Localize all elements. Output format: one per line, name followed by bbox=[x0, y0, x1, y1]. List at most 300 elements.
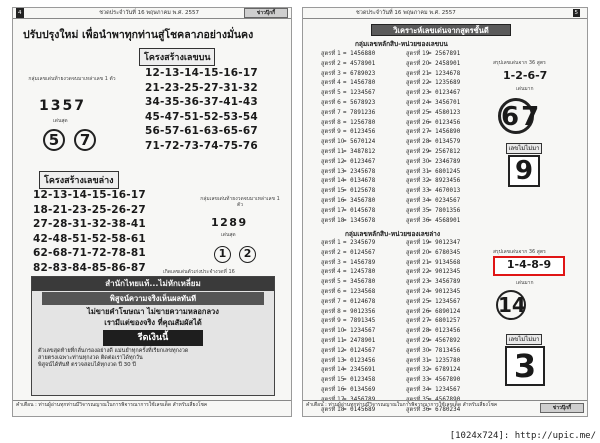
formula-label: สูตรที่ 31 bbox=[406, 168, 430, 175]
advertisement-box bbox=[31, 276, 275, 396]
table-row bbox=[321, 268, 491, 278]
formula-label: สูตรที่ 30 bbox=[406, 347, 430, 354]
formula-value: = 0125678 bbox=[343, 188, 376, 195]
formula-cell bbox=[321, 177, 406, 187]
ad-banner: สำนักไทยแท้...ไม่หักเหลี่ยม bbox=[32, 277, 274, 291]
formula-value: = 2567812 bbox=[428, 148, 461, 155]
formula-label: สูตรที่ 7 bbox=[321, 109, 341, 116]
upper-structure-title: โครงสร้างเลขบน bbox=[139, 48, 215, 66]
formula-value: = 5670124 bbox=[343, 139, 376, 146]
formula-cell bbox=[321, 308, 406, 318]
formula-label: สูตรที่ 1 bbox=[321, 51, 341, 57]
upper-row: 12-13-14-15-16-17 bbox=[145, 67, 258, 79]
formula-cell bbox=[406, 99, 491, 109]
formula-label: สูตรที่ 35 bbox=[406, 396, 430, 403]
formula-label: สูตรที่ 11 bbox=[321, 148, 345, 155]
ad-logo: รีดเงินนี้ bbox=[103, 330, 203, 346]
formula-cell bbox=[321, 357, 406, 367]
formula-cell bbox=[406, 357, 491, 367]
formula-value: = 1456880 bbox=[343, 51, 376, 57]
formula-value: = 4670013 bbox=[428, 188, 461, 195]
formula-label: สูตรที่ 21 bbox=[406, 259, 430, 266]
formula-label: สูตรที่ 9 bbox=[321, 129, 341, 136]
upper-lead-pair bbox=[498, 94, 542, 134]
upper-circle-number: 7 bbox=[74, 129, 96, 151]
formula-label: สูตรที่ 23 bbox=[406, 90, 430, 97]
formula-value: = 3456789 bbox=[343, 396, 376, 403]
formula-cell bbox=[406, 109, 491, 119]
formula-cell bbox=[406, 177, 491, 187]
formula-cell bbox=[406, 207, 491, 217]
formula-cell bbox=[321, 366, 406, 376]
lower-single-box: 3 bbox=[505, 346, 545, 386]
table-row bbox=[321, 197, 491, 207]
formula-cell bbox=[406, 259, 491, 269]
formula-label: สูตรที่ 29 bbox=[406, 337, 430, 344]
formula-value: = 4567890 bbox=[428, 396, 461, 403]
upper-row: 34-35-36-37-41-43 bbox=[145, 96, 258, 108]
upper-row: 45-47-51-52-53-54 bbox=[145, 110, 258, 123]
formula-label: สูตรที่ 4 bbox=[321, 269, 341, 276]
upper-row: 56-57-61-63-65-67 bbox=[145, 125, 258, 137]
formula-value: = 0124567 bbox=[343, 249, 376, 256]
formula-value: = 0145678 bbox=[343, 207, 376, 214]
formula-label: สูตรที่ 34 bbox=[406, 197, 430, 204]
table-row bbox=[321, 298, 491, 308]
formula-cell bbox=[406, 168, 491, 178]
table-row bbox=[321, 337, 491, 347]
lower-single-label: เลขไม่ไม่มา bbox=[506, 334, 542, 345]
formula-value: = 1234567 bbox=[428, 386, 461, 393]
formula-label: สูตรที่ 6 bbox=[321, 288, 341, 295]
formula-label: สูตรที่ 4 bbox=[321, 80, 341, 87]
formula-value: = 5678923 bbox=[343, 99, 376, 106]
formula-value: = 0123467 bbox=[343, 158, 376, 165]
formula-value: = 3456789 bbox=[428, 279, 461, 286]
formula-label: สูตรที่ 8 bbox=[321, 119, 341, 126]
formula-value: = 2345678 bbox=[343, 168, 376, 175]
formula-label: สูตรที่ 13 bbox=[321, 357, 345, 364]
formula-value: = 1234567 bbox=[428, 298, 461, 305]
formula-value: = 0123456 bbox=[343, 357, 376, 364]
formula-label: สูตรที่ 32 bbox=[406, 367, 430, 374]
ad-line: ไม่ขายคำโฆษณา ไม่ขายความหลอกลวง bbox=[87, 307, 219, 316]
formula-label: สูตรที่ 28 bbox=[406, 328, 430, 335]
formula-cell bbox=[321, 89, 406, 99]
formula-cell bbox=[321, 298, 406, 308]
ad-text: พิสูจน์ได้ทันที ตรวจสอบได้ทุกงวด ปี 30 ปี bbox=[38, 362, 136, 368]
formula-value: = 6801257 bbox=[428, 318, 461, 325]
formula-value: = 2458901 bbox=[428, 60, 461, 67]
table-row bbox=[321, 70, 491, 80]
table-row bbox=[321, 99, 491, 109]
table-row bbox=[321, 60, 491, 70]
formula-value: = 6789023 bbox=[343, 70, 376, 77]
formula-cell bbox=[406, 268, 491, 278]
formula-value: = 2346789 bbox=[428, 158, 461, 165]
table-row bbox=[321, 278, 491, 288]
formula-value: = 0134678 bbox=[343, 178, 376, 185]
formula-label: สูตรที่ 8 bbox=[321, 308, 341, 315]
formula-label: สูตรที่ 31 bbox=[406, 357, 430, 364]
formula-value: = 6780234 bbox=[428, 406, 461, 413]
table-row bbox=[321, 109, 491, 119]
lower-structure-title: โครงสร้างเลขล่าง bbox=[39, 171, 119, 189]
formula-cell bbox=[321, 158, 406, 168]
formula-value: = 2345679 bbox=[343, 240, 376, 246]
formula-value: = 1256780 bbox=[343, 119, 376, 126]
formula-cell bbox=[406, 239, 491, 249]
formula-label: สูตรที่ 33 bbox=[406, 188, 430, 195]
formula-label: สูตรที่ 14 bbox=[321, 367, 345, 374]
formula-label: สูตรที่ 9 bbox=[321, 318, 341, 325]
table-row bbox=[321, 79, 491, 89]
ad-text: ตัวเลขสุดท้ายที่กลั่นกรองอย่างดี แม่นยำทุกครั้งที่เรียกเลขทุกงวด bbox=[38, 348, 189, 354]
formula-cell bbox=[321, 347, 406, 357]
formula-value: = 9012345 bbox=[428, 288, 461, 295]
formula-value: = 4578901 bbox=[343, 60, 376, 67]
formula-cell bbox=[406, 278, 491, 288]
formula-cell bbox=[406, 337, 491, 347]
formula-label: สูตรที่ 2 bbox=[321, 60, 341, 67]
formula-cell bbox=[406, 138, 491, 148]
formula-cell bbox=[321, 278, 406, 288]
right-brand-logo: ข่าวปุ๊กกี้ bbox=[540, 403, 584, 413]
upper-row: 21-23-25-27-31-32 bbox=[145, 81, 258, 94]
formula-label: สูตรที่ 21 bbox=[406, 70, 430, 77]
table-row bbox=[321, 177, 491, 187]
formula-value: = 9012347 bbox=[428, 240, 461, 246]
formula-label: สูตรที่ 10 bbox=[321, 328, 345, 335]
table-row bbox=[321, 249, 491, 259]
formula-value: = 3456780 bbox=[343, 279, 376, 286]
formula-value: = 4567890 bbox=[428, 377, 461, 384]
formula-value: = 2478901 bbox=[343, 337, 376, 344]
table-row bbox=[321, 119, 491, 129]
formula-value: = 0124678 bbox=[343, 298, 376, 305]
formula-label: สูตรที่ 34 bbox=[406, 386, 430, 393]
formula-label: สูตรที่ 5 bbox=[321, 90, 341, 97]
formula-cell bbox=[321, 239, 406, 249]
formula-label: สูตรที่ 3 bbox=[321, 259, 341, 266]
formula-value: = 7891236 bbox=[343, 109, 376, 116]
formula-value: = 2345691 bbox=[343, 367, 376, 374]
formula-cell bbox=[321, 109, 406, 119]
formula-label: สูตรที่ 27 bbox=[406, 129, 430, 136]
formula-cell bbox=[406, 148, 491, 158]
formula-label: สูตรที่ 6 bbox=[321, 99, 341, 106]
formula-label: สูตรที่ 11 bbox=[321, 337, 345, 344]
left-credit: เกิดเลขเด่นตัวเก่งประจำงวดที่ 16 bbox=[163, 269, 235, 275]
formula-cell bbox=[321, 119, 406, 129]
formula-cell bbox=[406, 197, 491, 207]
formula-label: สูตรที่ 36 bbox=[406, 406, 430, 413]
table-row bbox=[321, 168, 491, 178]
lower-circle-number: 2 bbox=[239, 246, 256, 263]
formula-cell bbox=[321, 268, 406, 278]
formula-cell bbox=[406, 288, 491, 298]
table-row bbox=[321, 288, 491, 298]
formula-cell bbox=[321, 168, 406, 178]
formula-label: สูตรที่ 16 bbox=[321, 197, 345, 204]
formula-value: = 4567892 bbox=[428, 337, 461, 344]
formula-label: สูตรที่ 12 bbox=[321, 158, 345, 165]
formula-label: สูตรที่ 14 bbox=[321, 178, 345, 185]
formula-value: = 4568901 bbox=[428, 217, 461, 224]
formula-cell bbox=[406, 187, 491, 197]
formula-value: = 0134579 bbox=[428, 139, 461, 146]
formula-value: = 6890124 bbox=[428, 308, 461, 315]
formula-value: = 0234567 bbox=[428, 197, 461, 204]
table-row bbox=[321, 357, 491, 367]
formula-value: = 7891345 bbox=[343, 318, 376, 325]
formula-cell bbox=[321, 317, 406, 327]
upper-single-label: เลขไม่ไม่มา bbox=[506, 143, 542, 154]
formula-label: สูตรที่ 25 bbox=[406, 298, 430, 305]
formula-cell bbox=[321, 99, 406, 109]
formula-label: สูตรที่ 22 bbox=[406, 269, 430, 276]
formula-value: = 8923456 bbox=[428, 178, 461, 185]
formula-value: = 0123456 bbox=[428, 328, 461, 335]
upper-row: 71-72-73-74-75-76 bbox=[145, 139, 258, 152]
formula-value: = 1345678 bbox=[343, 217, 376, 224]
formula-value: = 1456890 bbox=[428, 129, 461, 136]
formula-label: สูตรที่ 17 bbox=[321, 396, 345, 403]
formula-value: = 6780345 bbox=[428, 249, 461, 256]
table-row bbox=[321, 89, 491, 99]
formula-value: = 0123458 bbox=[343, 377, 376, 384]
formula-label: สูตรที่ 2 bbox=[321, 249, 341, 256]
upper-group-subtitle: กลุ่มเลขหลักสิบ-หน่วยของเลขบน bbox=[355, 40, 448, 48]
lower-lead-note: กลุ่มเลขเด่นท้ายงวดจบมาเหล่าเลข 1 ตัว bbox=[200, 196, 280, 208]
table-row bbox=[321, 259, 491, 269]
formula-value: = 1234567 bbox=[343, 328, 376, 335]
lower-summary-label: สรุปเลขเด่นจาก 36 สูตร bbox=[493, 249, 546, 255]
formula-value: = 1234567 bbox=[343, 90, 376, 97]
formula-label: สูตรที่ 24 bbox=[406, 99, 430, 106]
lower-row: 82-83-84-85-86-87 bbox=[33, 261, 146, 274]
lower-group-subtitle: กลุ่มเลขหลักสิบ-หน่วยของเลขล่าง bbox=[345, 230, 441, 238]
lower-structure-rows bbox=[33, 188, 146, 275]
formula-label: สูตรที่ 20 bbox=[406, 249, 430, 256]
formula-value: = 9012345 bbox=[428, 269, 461, 276]
left-headline: ปรับปรุงใหม่ เพื่อนำพาทุกท่านสู่โชคลาภอย่างมั่นคง bbox=[23, 29, 254, 41]
formula-value: = 0123456 bbox=[428, 119, 461, 126]
left-header-text: ชวดประจำวันที่ 16 พฤษภาคม พ.ศ. 2557 bbox=[99, 10, 200, 16]
lower-formula-table bbox=[321, 239, 491, 415]
formula-label: สูตรที่ 23 bbox=[406, 279, 430, 286]
table-row bbox=[321, 158, 491, 168]
formula-cell bbox=[321, 50, 406, 60]
upper-circles bbox=[43, 129, 96, 151]
ad-line: เรามีแต่ของจริง ที่คุณสัมผัสได้ bbox=[104, 318, 202, 327]
formula-value: = 2567891 bbox=[428, 51, 461, 57]
left-footer-text: คำเตือน : ท่านผู้อ่านทุกท่านมีวิจารณญาณในการพิจารณาการใช้เลขเด็ด สำหรับเสี่ยงโชค bbox=[16, 402, 208, 408]
formula-label: สูตรที่ 20 bbox=[406, 60, 430, 67]
formula-cell bbox=[406, 60, 491, 70]
table-row bbox=[321, 366, 491, 376]
upper-lead-label: เด่นมาก bbox=[516, 86, 534, 92]
formula-label: สูตรที่ 13 bbox=[321, 168, 345, 175]
formula-label: สูตรที่ 36 bbox=[406, 217, 430, 224]
table-row bbox=[321, 308, 491, 318]
formula-cell bbox=[321, 197, 406, 207]
formula-label: สูตรที่ 18 bbox=[321, 217, 345, 224]
formula-value: = 4580123 bbox=[428, 109, 461, 116]
formula-cell bbox=[406, 308, 491, 318]
lower-row: 18-21-23-25-26-27 bbox=[33, 203, 146, 216]
right-title: วิเคราะห์เลขเด่นจากสูตรชั้นดี bbox=[371, 24, 511, 36]
formula-label: สูตรที่ 15 bbox=[321, 188, 345, 195]
formula-cell bbox=[321, 79, 406, 89]
formula-label: สูตรที่ 18 bbox=[321, 406, 345, 413]
formula-label: สูตรที่ 17 bbox=[321, 207, 345, 214]
formula-label: สูตรที่ 30 bbox=[406, 158, 430, 165]
table-row bbox=[321, 50, 491, 60]
lower-lead-label: เด่นสุด bbox=[221, 232, 236, 238]
formula-label: สูตรที่ 24 bbox=[406, 288, 430, 295]
formula-label: สูตรที่ 7 bbox=[321, 298, 341, 305]
lower-row: 12-13-14-15-16-17 bbox=[33, 189, 146, 201]
formula-cell bbox=[321, 60, 406, 70]
table-row bbox=[321, 327, 491, 337]
formula-cell bbox=[321, 376, 406, 386]
formula-label: สูตรที่ 16 bbox=[321, 386, 345, 393]
formula-value: = 3456780 bbox=[343, 197, 376, 204]
formula-cell bbox=[406, 70, 491, 80]
formula-value: = 9012356 bbox=[343, 308, 376, 315]
right-page bbox=[302, 7, 588, 417]
formula-label: สูตรที่ 15 bbox=[321, 377, 345, 384]
formula-value: = 1234568 bbox=[343, 288, 376, 295]
formula-cell bbox=[321, 187, 406, 197]
formula-cell bbox=[321, 138, 406, 148]
formula-value: = 1245780 bbox=[343, 269, 376, 276]
lower-lead-label: เด่นมาก bbox=[516, 280, 534, 286]
formula-label: สูตรที่ 10 bbox=[321, 139, 345, 146]
lower-lead-pair bbox=[496, 290, 526, 320]
formula-value: = 3456701 bbox=[428, 99, 461, 106]
formula-value: = 0123467 bbox=[428, 90, 461, 97]
upper-lead-number: 1357 bbox=[39, 98, 86, 114]
formula-value: = 1235780 bbox=[428, 357, 461, 364]
right-page-number: 5 bbox=[574, 10, 578, 16]
formula-value: = 7813456 bbox=[428, 347, 461, 354]
table-row bbox=[321, 376, 491, 386]
formula-cell bbox=[321, 148, 406, 158]
lower-row: 42-48-51-52-58-61 bbox=[33, 232, 146, 245]
right-top-bar bbox=[303, 8, 587, 19]
formula-cell bbox=[321, 128, 406, 138]
formula-value: = 0124567 bbox=[343, 347, 376, 354]
formula-cell bbox=[321, 217, 406, 227]
formula-label: สูตรที่ 5 bbox=[321, 279, 341, 286]
right-footer-text: คำเตือน : ท่านผู้อ่านทุกท่านมีวิจารณญาณในการพิจารณาการใช้เลขเด็ด สำหรับเสี่ยงโชค bbox=[306, 402, 498, 408]
left-page bbox=[12, 7, 292, 417]
formula-cell bbox=[406, 217, 491, 227]
formula-label: สูตรที่ 12 bbox=[321, 347, 345, 354]
formula-value: = 0145689 bbox=[343, 406, 376, 413]
watermark: [1024x724]: http://upic.me/ bbox=[449, 431, 596, 441]
formula-value: = 9134568 bbox=[428, 259, 461, 266]
formula-cell bbox=[321, 337, 406, 347]
formula-cell bbox=[406, 376, 491, 386]
formula-label: สูตรที่ 26 bbox=[406, 308, 430, 315]
formula-cell bbox=[406, 158, 491, 168]
upper-summary-label: สรุปเลขเด่นจาก 36 สูตร bbox=[493, 60, 546, 66]
formula-cell bbox=[321, 327, 406, 337]
formula-cell bbox=[321, 70, 406, 80]
left-footer bbox=[13, 400, 291, 416]
upper-formula-table bbox=[321, 50, 491, 226]
formula-label: สูตรที่ 26 bbox=[406, 119, 430, 126]
formula-cell bbox=[406, 366, 491, 376]
formula-value: = 0134569 bbox=[343, 386, 376, 393]
formula-value: = 6801245 bbox=[428, 168, 461, 175]
upper-lead-note: กลุ่มเลขเด่นท้ายงวดจบมาเหล่าเลข 1 ตัว bbox=[28, 76, 116, 82]
formula-label: สูตรที่ 19 bbox=[406, 51, 430, 57]
left-brand-logo: ข่าวปุ๊กกี้ bbox=[244, 8, 288, 18]
lower-summary-highlight: 1-4-8-9 bbox=[493, 256, 565, 276]
table-row bbox=[321, 187, 491, 197]
formula-value: = 1235689 bbox=[428, 80, 461, 87]
table-row bbox=[321, 347, 491, 357]
formula-label: สูตรที่ 27 bbox=[406, 318, 430, 325]
formula-cell bbox=[406, 249, 491, 259]
formula-cell bbox=[406, 317, 491, 327]
formula-cell bbox=[406, 386, 491, 396]
upper-structure-rows bbox=[145, 66, 258, 153]
formula-cell bbox=[406, 79, 491, 89]
formula-value: = 1456789 bbox=[343, 259, 376, 266]
upper-summary-numbers: 1-2-6-7 bbox=[503, 69, 548, 82]
formula-label: สูตรที่ 33 bbox=[406, 377, 430, 384]
formula-label: สูตรที่ 3 bbox=[321, 70, 341, 77]
formula-label: สูตรที่ 22 bbox=[406, 80, 430, 87]
formula-label: สูตรที่ 25 bbox=[406, 109, 430, 116]
lower-lead-number: 1289 bbox=[211, 216, 248, 229]
formula-cell bbox=[321, 249, 406, 259]
formula-cell bbox=[406, 298, 491, 308]
formula-label: สูตรที่ 32 bbox=[406, 178, 430, 185]
left-page-number: 4 bbox=[18, 10, 22, 16]
ad-banner-secondary: พิสูจน์ความจริงเห็นผลทันที bbox=[42, 292, 264, 305]
table-row bbox=[321, 148, 491, 158]
lower-lead-circle: 14 bbox=[496, 290, 526, 320]
formula-cell bbox=[406, 89, 491, 99]
right-header-text: ชวดประจำวันที่ 16 พฤษภาคม พ.ศ. 2557 bbox=[356, 10, 456, 16]
formula-value: = 1234678 bbox=[428, 70, 461, 77]
upper-circle-number: 5 bbox=[43, 129, 65, 151]
ad-text: สายตรงเฉพาะท่านทุกงวด ติดต่อเราได้ทุกวัน bbox=[38, 355, 143, 361]
table-row bbox=[321, 239, 491, 249]
formula-cell bbox=[321, 288, 406, 298]
formula-value: = 0123456 bbox=[343, 129, 376, 136]
formula-cell bbox=[321, 386, 406, 396]
formula-cell bbox=[406, 128, 491, 138]
formula-label: สูตรที่ 35 bbox=[406, 207, 430, 214]
table-row bbox=[321, 317, 491, 327]
formula-value: = 6789124 bbox=[428, 367, 461, 374]
lower-row: 62-68-71-72-78-81 bbox=[33, 247, 146, 259]
lower-row: 27-28-31-32-38-41 bbox=[33, 218, 146, 230]
table-row bbox=[321, 207, 491, 217]
table-row bbox=[321, 217, 491, 227]
table-row bbox=[321, 386, 491, 396]
formula-label: สูตรที่ 19 bbox=[406, 240, 430, 246]
table-row bbox=[321, 128, 491, 138]
lower-circles bbox=[214, 242, 256, 263]
